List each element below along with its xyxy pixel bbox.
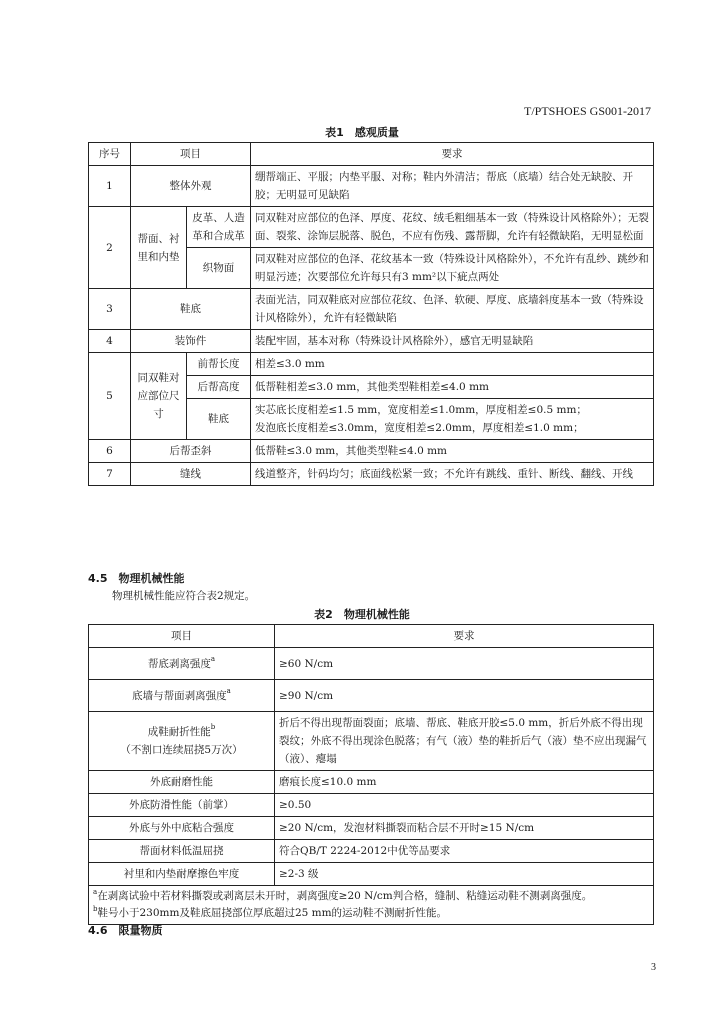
row-item: 后帮歪斜 <box>131 440 251 463</box>
header-req: 要求 <box>275 625 654 648</box>
row-no: 7 <box>89 463 131 486</box>
section-4-5-heading: 4.5 物理机械性能 <box>88 572 185 585</box>
row-item: 帮底剥离强度$^a$ <box>89 648 275 680</box>
table-row <box>89 289 654 330</box>
row-subitem: 鞋底 <box>187 399 251 440</box>
row-req <box>251 399 654 440</box>
row-req: 装配牢固，基本对称（特殊设计风格除外），感官无明显缺陷 <box>251 330 654 353</box>
standard-code: T/PTSHOES GS001-2017 <box>523 104 651 118</box>
row-subitem: 织物面 <box>187 248 251 289</box>
table-row <box>89 353 654 376</box>
header-no: 序号 <box>89 143 131 166</box>
table2-caption: 表2 物理机械性能 <box>314 608 410 621</box>
row-req: 折后不得出现帮面裂面；底墙、帮底、鞋底开胶≤5.0 mm，折后外底不得出现裂纹；外底不得出现涂色脱落；有气（液）垫的鞋折后气（液）垫不应出现漏气（液）、瘪塌 <box>275 712 654 771</box>
table-row <box>89 463 654 486</box>
row-item: 缝线 <box>131 463 251 486</box>
row-item: 成鞋耐折性能$^b$ （不割口连续屈挠5万次） <box>89 712 275 771</box>
table-row <box>89 330 654 353</box>
row-no: 4 <box>89 330 131 353</box>
table1-caption: 表1 感观质量 <box>325 126 399 139</box>
row-item: 帮面材料低温屈挠 <box>89 840 275 863</box>
row-req: 表面光洁，同双鞋底对应部位花纹、色泽、软硬、厚度、底墙斜度基本一致（特殊设计风格除外），允许有轻微缺陷 <box>251 289 654 330</box>
sole-req-line2: 发泡底长度相差≤3.0mm，宽度相差≤2.0mm，厚度相差≤1.0 mm； <box>255 422 584 434</box>
table-row <box>89 840 654 863</box>
table-row <box>89 648 654 680</box>
row-req: 线道整齐，针码均匀；底面线松紧一致；不允许有跳线、重针、断线、翻线、开线 <box>251 463 654 486</box>
table-row <box>89 863 654 886</box>
row-item: 外底防滑性能（前掌） <box>89 794 275 817</box>
table-row <box>89 166 654 207</box>
row-item: 整体外观 <box>131 166 251 207</box>
row-subitem: 后帮高度 <box>187 376 251 399</box>
row-item: 底墙与帮面剥离强度$^a$ <box>89 680 275 712</box>
table1-header-row <box>89 143 654 166</box>
row-req: ≥60 N/cm <box>275 648 654 680</box>
row-no: 2 <box>89 207 131 289</box>
row-req: 同双鞋对应部位的色泽、厚度、花纹、绒毛粗细基本一致（特殊设计风格除外）；无裂面、裂浆、涂饰层脱落、脱色，不应有伤残、露帮脚，允许有轻微缺陷，无明显松面 <box>251 207 654 248</box>
row-req: 绷帮端正、平服；内垫平服、对称；鞋内外清洁；帮底（底墙）结合处无缺胶、开胶；无明显可见缺陷 <box>251 166 654 207</box>
row-req: 磨痕长度≤10.0 mm <box>275 771 654 794</box>
row-subitem: 前帮长度 <box>187 353 251 376</box>
section-4-6-heading: 4.6 限量物质 <box>88 924 163 937</box>
page-number: 3 <box>651 962 656 973</box>
table-row <box>89 817 654 840</box>
header-req: 要求 <box>251 143 654 166</box>
row-no: 3 <box>89 289 131 330</box>
table-row <box>89 440 654 463</box>
table1-sensory-quality <box>88 142 654 486</box>
section-4-5-text: 物理机械性能应符合表2规定。 <box>112 590 256 602</box>
row-req: ≥20 N/cm，发泡材料撕裂而粘合层不开时≥15 N/cm <box>275 817 654 840</box>
row-group: 同双鞋对应部位尺寸 <box>131 353 187 440</box>
header-item: 项目 <box>89 625 275 648</box>
table-row <box>89 680 654 712</box>
row-item: 装饰件 <box>131 330 251 353</box>
row-subitem: 皮革、人造革和合成革 <box>187 207 251 248</box>
row-req: ≥0.50 <box>275 794 654 817</box>
row-req: 低帮鞋≤3.0 mm，其他类型鞋≤4.0 mm <box>251 440 654 463</box>
row-item: 衬里和内垫耐摩擦色牢度 <box>89 863 275 886</box>
row-item: 外底与外中底粘合强度 <box>89 817 275 840</box>
row-req: ≥90 N/cm <box>275 680 654 712</box>
table2-header-row <box>89 625 654 648</box>
note-a: $^a$在剥离试验中若材料撕裂或剥离层未开时，剥离强度≥20 N/cm判合格，缝制、粘缝运动鞋不测剥离强度。 <box>93 888 593 902</box>
row-no: 1 <box>89 166 131 207</box>
table-row <box>89 207 654 248</box>
row-req: 符合QB/T 2224-2012中优等品要求 <box>275 840 654 863</box>
row-no: 5 <box>89 353 131 440</box>
table-row <box>89 771 654 794</box>
table2-physical-mechanical <box>88 624 654 925</box>
row-item-sub: （不割口连续屈挠5万次） <box>120 744 243 756</box>
header-item: 项目 <box>131 143 251 166</box>
row-req: ≥2-3 级 <box>275 863 654 886</box>
row-item: 鞋底 <box>131 289 251 330</box>
table2-notes-row <box>89 886 654 925</box>
row-req: 低帮鞋相差≤3.0 mm，其他类型鞋相差≤4.0 mm <box>251 376 654 399</box>
row-req: 相差≤3.0 mm <box>251 353 654 376</box>
table-row <box>89 712 654 771</box>
row-no: 6 <box>89 440 131 463</box>
row-req: 同双鞋对应部位的色泽、花纹基本一致（特殊设计风格除外），不允许有乱纱、跳纱和明显污迹；次要部位允许每只有3 mm²以下疵点两处 <box>251 248 654 289</box>
table-row <box>89 794 654 817</box>
table2-notes <box>89 886 654 925</box>
sole-req-line1: 实芯底长度相差≤1.5 mm，宽度相差≤1.0mm，厚度相差≤0.5 mm； <box>255 404 587 416</box>
row-group: 帮面、衬里和内垫 <box>131 207 187 289</box>
row-item: 外底耐磨性能 <box>89 771 275 794</box>
note-b: $^b$鞋号小于230mm及鞋底屈挠部位厚底超过25 mm的运动鞋不测耐折性能。 <box>93 905 448 919</box>
